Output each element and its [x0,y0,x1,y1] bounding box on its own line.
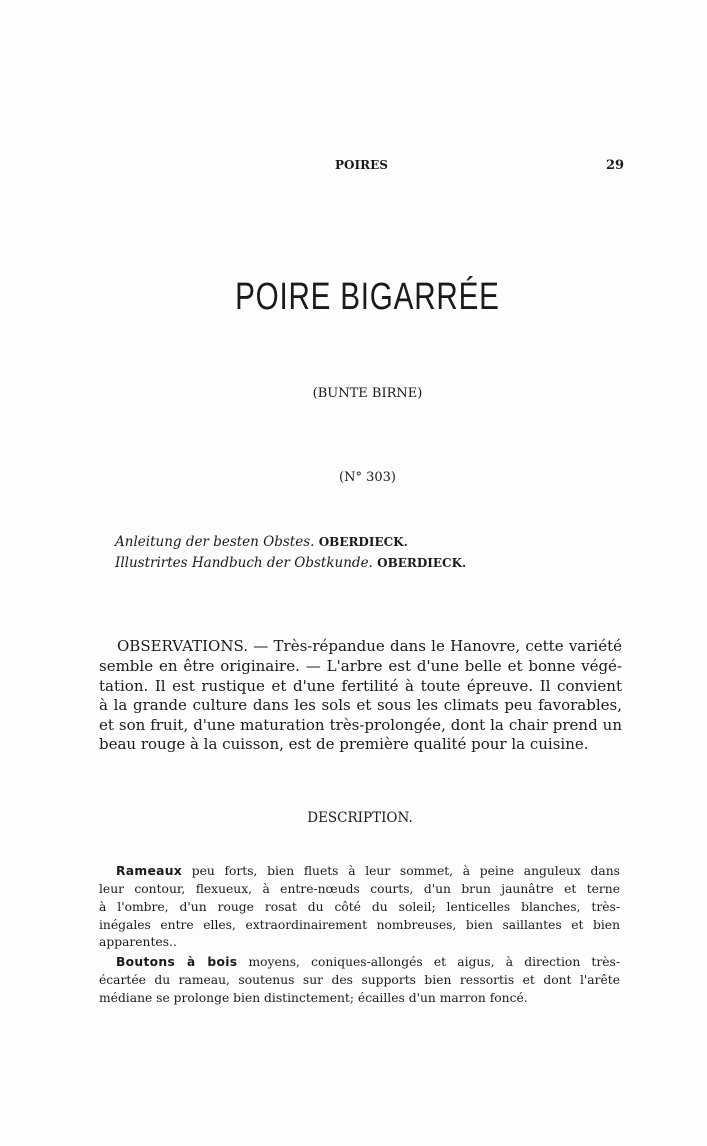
text-line: beau rouge à la cuisson, est de première qualité pour la cuisine. [99,735,589,753]
text-line: et son fruit, d'une maturation très-prolongée, dont la chair prend un [99,716,622,734]
text-line [116,864,620,878]
boutons-label: Boutons à bois [116,955,238,969]
text: moyens, coniques-allongés et aigus, à direction très- [237,955,620,969]
rameaux-label: Rameaux [116,864,183,878]
page-title: POIRE BIGARRÉE [235,276,500,318]
reference [115,534,408,550]
reference-work: Illustrirtes Handbuch der Obstkunde. [115,555,373,571]
text-line [117,637,622,655]
text-line [116,955,620,969]
running-title: POIRES [335,158,388,172]
observations-label: OBSERVATIONS. [117,637,248,655]
text-line: médiane se prolonge bien distinctement; écailles d'un marron foncé. [99,991,528,1005]
text-line: à la grande culture dans les sols et sous les climats peu favorables, [99,696,622,714]
variety-number: (N° 303) [339,470,396,485]
text-line: apparentes.. [99,935,177,949]
text-line: écartée du rameau, soutenus sur des supports bien ressortis et dont l'arête [99,973,620,987]
reference [115,555,466,571]
text-line: tation. Il est rustique et d'une fertilité à toute épreuve. Il convient [99,677,622,695]
subtitle: (BUNTE BIRNE) [312,386,423,401]
text: peu forts, bien fluets à leur sommet, à peine anguleux dans [182,864,620,878]
reference-author: OBERDIECK. [318,535,408,549]
text: — Très-répandue dans le Hanovre, cette variété [248,637,622,655]
description-heading: DESCRIPTION. [307,810,413,826]
page-number: 29 [606,158,625,173]
reference-work: Anleitung der besten Obstes. [115,534,315,550]
reference-author: OBERDIECK. [377,556,467,570]
text-line: inégales entre elles, extraordinairement nombreuses, bien saillantes et bien [99,918,620,932]
text-line: semble en être originaire. — L'arbre est d'une belle et bonne végé- [99,657,622,675]
text-line: à l'ombre, d'un rouge rosat du côté du soleil; lenticelles blanches, très- [99,900,620,914]
text-line: leur contour, flexueux, à entre-nœuds courts, d'un brun jaunâtre et terne [99,882,620,896]
